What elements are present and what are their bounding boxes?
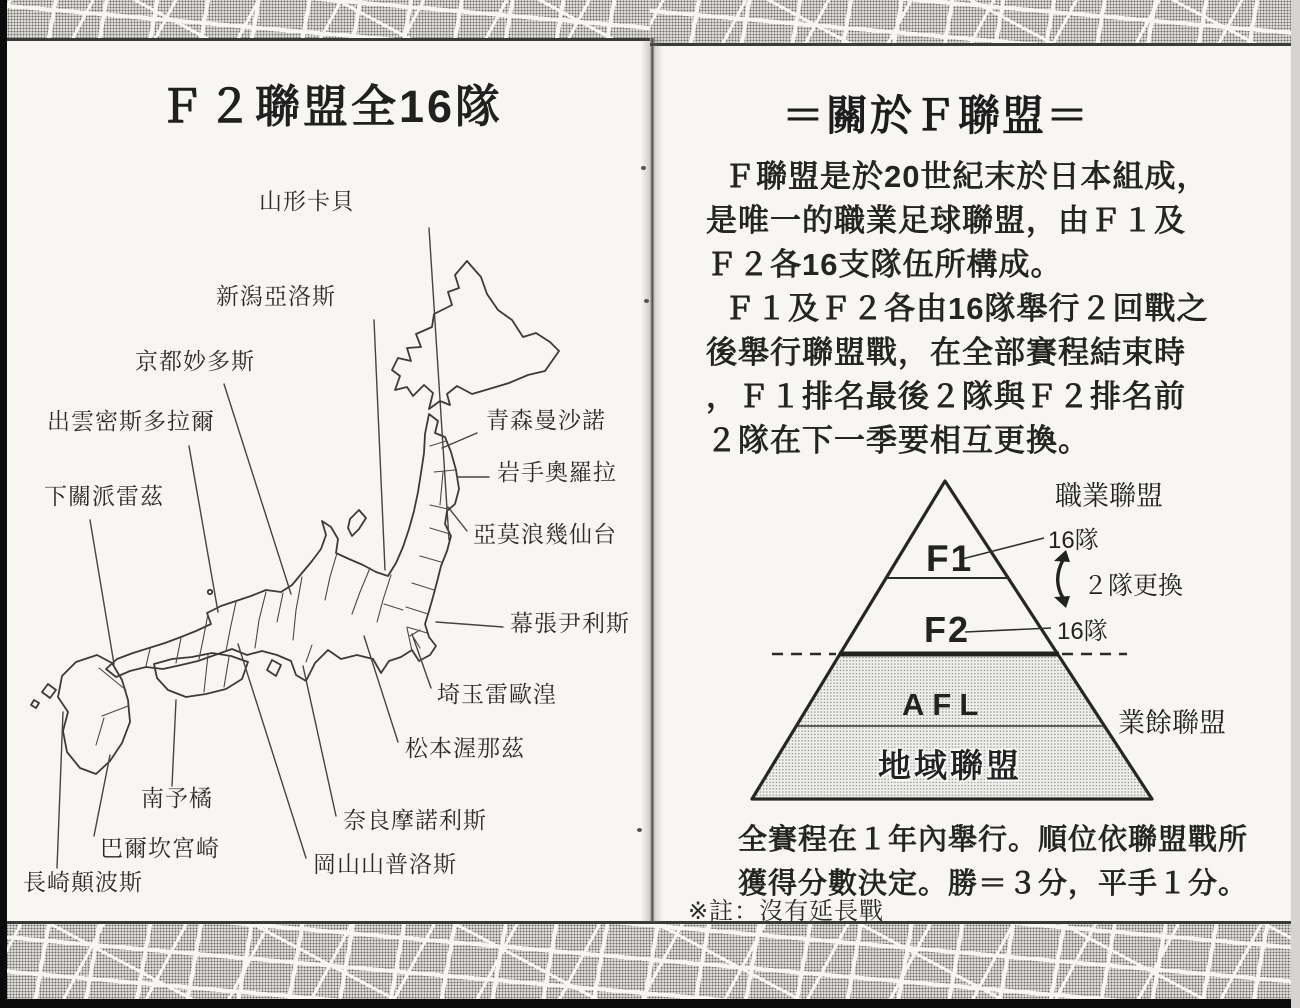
tier-f1-label: F1 — [926, 538, 974, 579]
left-page-title: Ｆ２聯盟全16隊 — [158, 81, 504, 132]
footer-line: 全賽程在１年內舉行。順位依聯盟戰所 — [738, 824, 1249, 856]
footer-line: 獲得分數決定。勝＝３分，平手１分。 — [738, 868, 1249, 900]
f2-team-count: 16隊 — [1057, 618, 1108, 645]
swap-label: ２隊更換 — [1083, 572, 1184, 600]
team-label: 松本渥那茲 — [405, 735, 525, 761]
right-page-title: ＝關於Ｆ聯盟＝ — [781, 92, 1090, 139]
hokkaido-outline — [392, 261, 559, 409]
leader-lines — [57, 228, 503, 868]
nagasaki-islets — [31, 684, 56, 708]
team-label: 京都妙多斯 — [135, 348, 255, 374]
f1-count-leader — [962, 538, 1044, 559]
tier-f2-label: F2 — [924, 609, 971, 650]
team-label: 埼玉雷歐湟 — [437, 681, 557, 707]
body-line: 是唯一的職業足球聯盟，由Ｆ１及 — [706, 203, 1186, 238]
team-label: 幕張尹利斯 — [510, 610, 630, 636]
right-page — [650, 43, 1291, 925]
left-page — [7, 38, 650, 921]
team-label: 青森曼沙諾 — [486, 407, 606, 433]
team-label: 山形卡貝 — [259, 188, 355, 214]
oki-islet — [208, 590, 212, 594]
pro-league-label: 職業聯盟 — [1055, 481, 1163, 511]
team-label: 長崎顛波斯 — [23, 869, 143, 895]
body-line: Ｆ２各16支隊伍所構成。 — [706, 247, 1063, 282]
honshu-outline — [106, 414, 459, 681]
tier-regional-label: 地域聯盟 — [878, 747, 1022, 784]
team-label: 新潟亞洛斯 — [216, 283, 336, 309]
body-line: Ｆ聯盟是於20世紀末於日本組成， — [724, 159, 1209, 194]
body-line: 後舉行聯盟戰，在全部賽程結束時 — [706, 335, 1186, 370]
sado-island — [348, 510, 366, 536]
team-label: 岩手奧羅拉 — [497, 459, 617, 485]
note-text: ※註：沒有延長戰 — [688, 898, 885, 925]
f2-count-leader — [965, 628, 1051, 632]
team-label: 亞莫浪幾仙台 — [473, 521, 617, 547]
team-label: 奈良摩諾利斯 — [343, 807, 487, 833]
body-line: ２隊在下一季要相互更換。 — [706, 423, 1090, 458]
amateur-league-label: 業餘聯盟 — [1118, 708, 1226, 738]
kyushu-outline — [58, 655, 130, 774]
team-label: 巴爾坎宮崎 — [100, 835, 220, 861]
team-label: 出雲密斯多拉爾 — [47, 408, 215, 434]
body-line: Ｆ１及Ｆ２各由16隊舉行２回戰之 — [724, 291, 1209, 326]
f1-team-count: 16隊 — [1048, 527, 1099, 554]
swap-arrow-icon — [1054, 550, 1070, 608]
team-label: 岡山山普洛斯 — [313, 851, 457, 877]
awaji-island — [267, 660, 281, 676]
team-label: 下關派雷茲 — [44, 483, 164, 509]
team-label: 南予橘 — [141, 785, 213, 811]
body-line: ，Ｆ１排名最後２隊與Ｆ２排名前 — [706, 379, 1186, 414]
tier-afl-label: AFL — [902, 687, 987, 722]
